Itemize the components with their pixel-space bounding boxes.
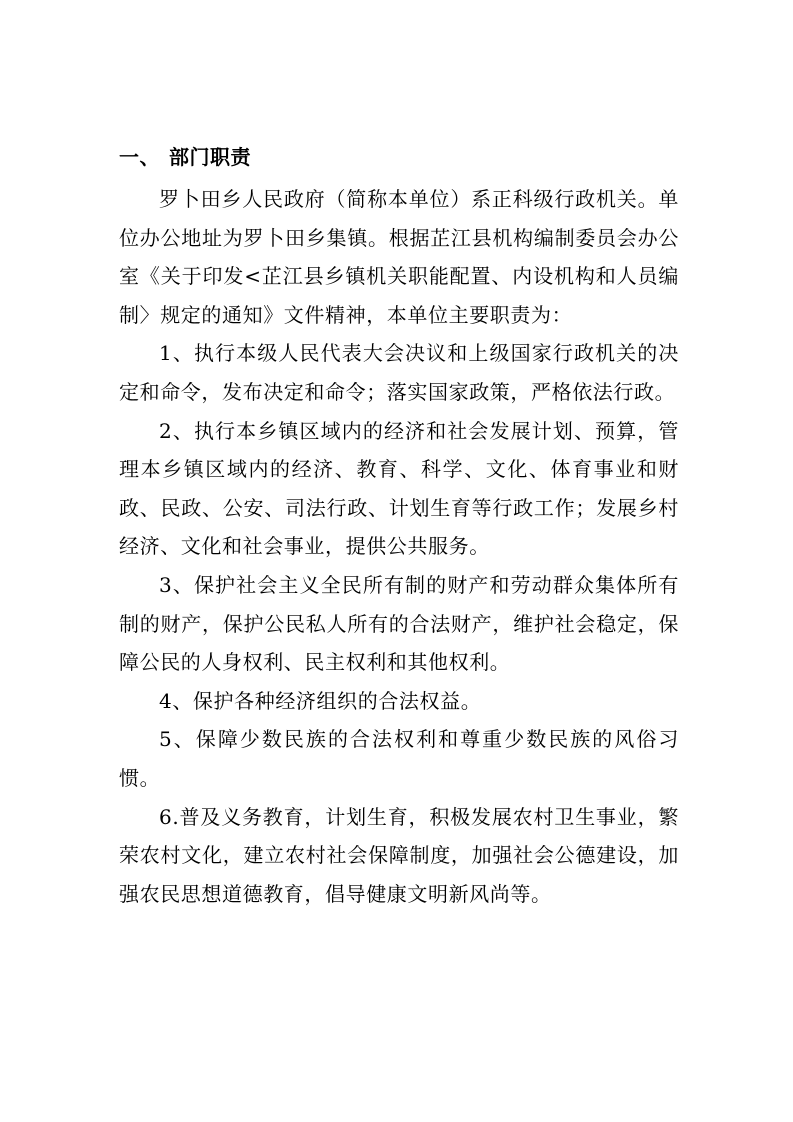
duty-item-2: 2、执行本乡镇区域内的经济和社会发展计划、预算，管理本乡镇区域内的经济、教育、科学、文化、体育事业和财政、民政、公安、司法行政、计划生育等行政工作；发展乡村经济、文化和社会事业，提供公共服务。: [119, 418, 679, 559]
section-heading: [119, 143, 251, 171]
intro-paragraph: 罗卜田乡人民政府（简称本单位）系正科级行政机关。单位办公地址为罗卜田乡集镇。根据芷江县机构编制委员会办公室《关于印发<芷江县乡镇机关职能配置、内设机构和人员编制〉规定的通知》文件精神，本单位主要职责为：: [119, 187, 679, 327]
section-title: 部门职责: [169, 145, 251, 169]
duty-item-4: 4、保护各种经济组织的合法权益。: [159, 688, 482, 713]
section-number: 一、: [119, 145, 160, 169]
duty-item-1: 1、执行本级人民代表大会决议和上级国家行政机关的决定和命令，发布决定和命令；落实国家政策，严格依法行政。: [119, 341, 679, 404]
body-text: [119, 180, 679, 913]
duty-item-5: 5、保障少数民族的合法权利和尊重少数民族的风俗习惯。: [119, 727, 679, 790]
duty-item-3: 3、保护社会主义全民所有制的财产和劳动群众集体所有制的财产，保护公民私人所有的合法财产，维护社会稳定，保障公民的人身权利、民主权利和其他权利。: [119, 572, 679, 675]
duty-item-6: 6.普及义务教育，计划生育，积极发展农村卫生事业，繁荣农村文化，建立农村社会保障制度，加强社会公德建设，加强农民思想道德教育，倡导健康文明新风尚等。: [119, 804, 679, 906]
